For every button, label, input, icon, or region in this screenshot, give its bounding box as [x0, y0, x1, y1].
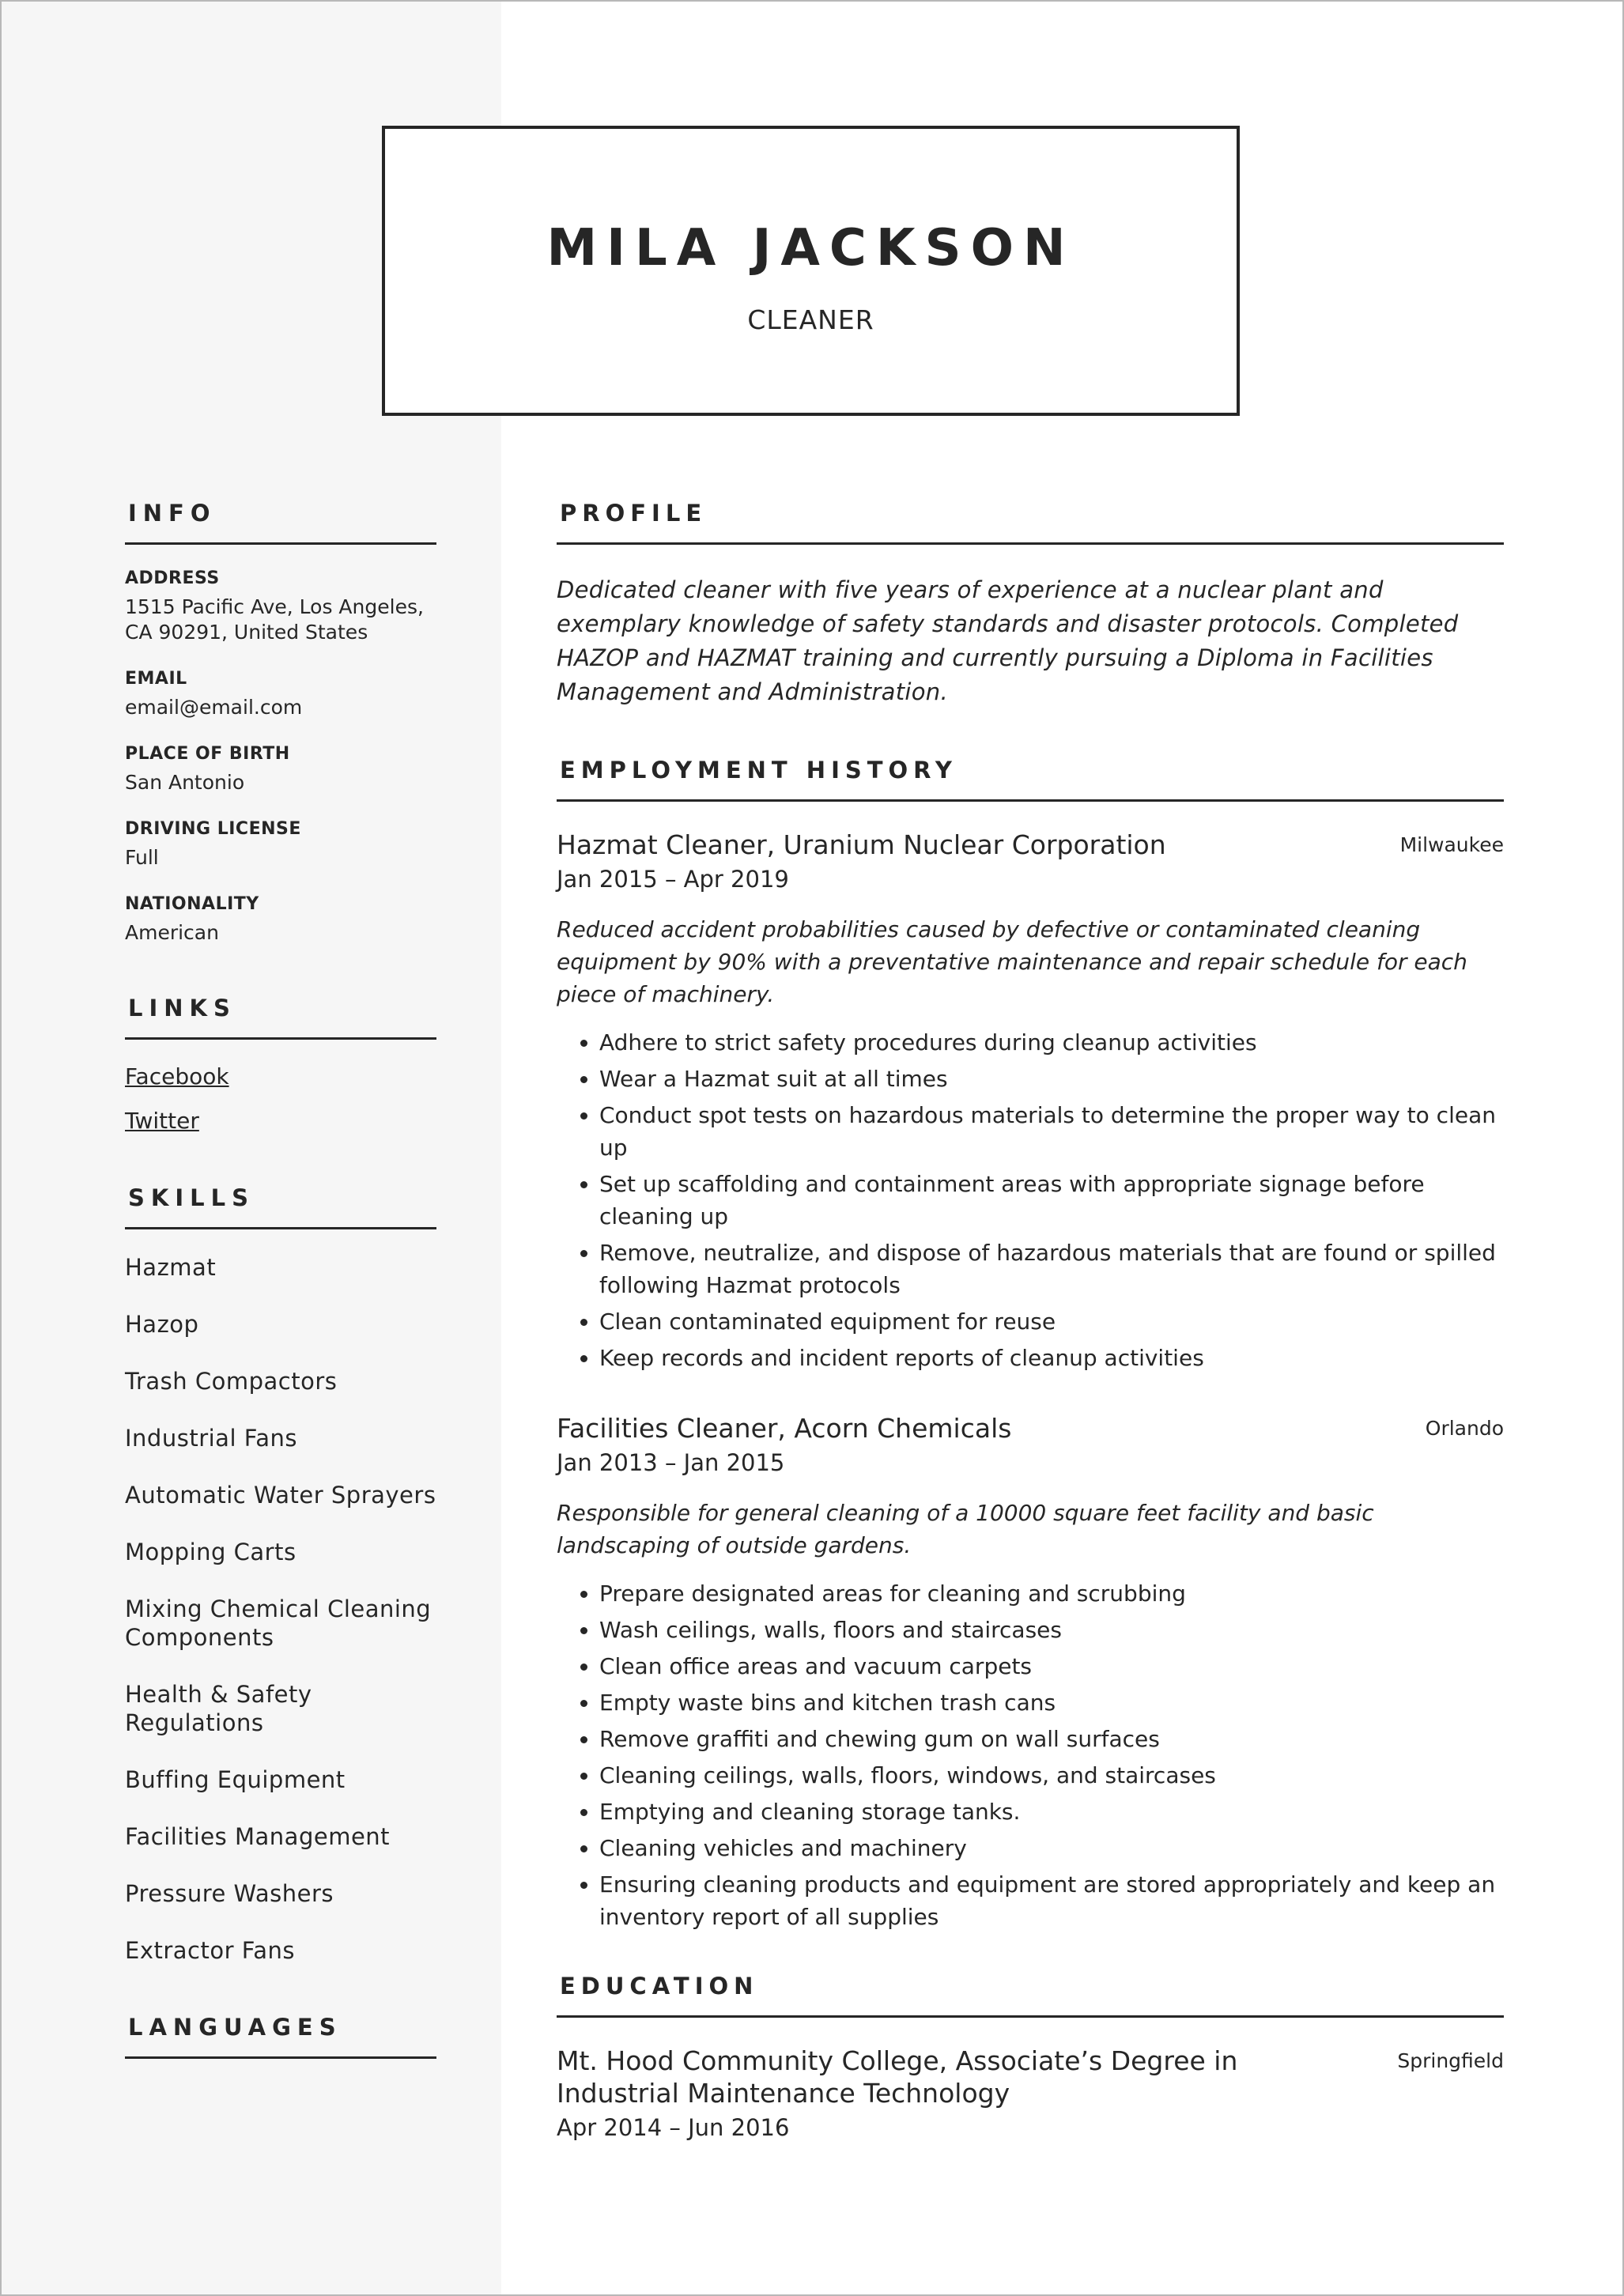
info-heading: INFO — [125, 500, 436, 545]
info-driving-license — [125, 819, 436, 870]
job-header — [557, 829, 1504, 861]
education-header — [557, 2045, 1504, 2109]
skill-item: Hazmat — [125, 1254, 217, 1281]
name-header-box — [382, 126, 1240, 416]
info-label: EMAIL — [125, 669, 187, 689]
list-item: • Set up scaffolding and containment areas with appropriate signage before cleaning up — [599, 1168, 1504, 1233]
list-item: • Remove, neutralize, and dispose of hazardous materials that are found or spilled following Hazmat protocols — [599, 1237, 1504, 1301]
job-title: Hazmat Cleaner, Uranium Nuclear Corporation — [557, 829, 1166, 860]
employment-heading: EMPLOYMENT HISTORY — [557, 757, 1504, 802]
skill-item: Automatic Water Sprayers — [125, 1482, 436, 1509]
info-value: American — [125, 921, 219, 944]
info-label: PLACE OF BIRTH — [125, 744, 290, 764]
job-entry — [557, 1412, 1504, 1933]
skill-item: Pressure Washers — [125, 1880, 334, 1907]
skills-heading: SKILLS — [125, 1184, 436, 1229]
skill-item: Mopping Carts — [125, 1539, 296, 1565]
main-content — [557, 500, 1504, 2141]
info-value: Full — [125, 846, 159, 869]
skill-item: Facilities Management — [125, 1823, 391, 1850]
job-description: Reduced accident probabilities caused by defective or contaminated cleaning equipment by 90% with a preventative maintenance and repair schedule for each piece of machinery. — [557, 916, 1467, 1007]
job-city: Orlando — [1425, 1417, 1504, 1440]
list-item: • Wash ceilings, walls, floors and staircases — [599, 1614, 1504, 1646]
skill-item: Mixing Chemical Cleaning Components — [125, 1595, 432, 1651]
job-header — [557, 1412, 1504, 1444]
links-heading: LINKS — [125, 995, 436, 1040]
list-item: • Wear a Hazmat suit at all times — [599, 1063, 1504, 1095]
job-dates: Jan 2013 – Jan 2015 — [557, 1449, 785, 1476]
skill-item: Buffing Equipment — [125, 1766, 346, 1793]
skill-item: Trash Compactors — [125, 1368, 338, 1395]
education-city: Springfield — [1397, 2049, 1504, 2072]
info-email — [125, 669, 436, 720]
job-duties-list — [557, 1577, 1504, 1933]
twitter-link[interactable]: Twitter — [125, 1108, 199, 1134]
list-item: • Clean contaminated equipment for reuse — [599, 1305, 1504, 1338]
education-title: Mt. Hood Community College, Associate’s Degree in Industrial Maintenance Technology — [557, 2045, 1238, 2109]
list-item: • Clean office areas and vacuum carpets — [599, 1650, 1504, 1682]
info-nationality — [125, 894, 436, 946]
list-item: • Ensuring cleaning products and equipment are stored appropriately and keep an inventory report of all supplies — [599, 1868, 1504, 1933]
list-item: • Prepare designated areas for cleaning and scrubbing — [599, 1577, 1504, 1610]
job-city: Milwaukee — [1399, 833, 1504, 856]
info-label: DRIVING LICENSE — [125, 819, 301, 839]
facebook-link[interactable]: Facebook — [125, 1063, 229, 1089]
info-place-of-birth — [125, 744, 436, 795]
info-label: ADDRESS — [125, 568, 220, 588]
skill-item: Hazop — [125, 1311, 199, 1338]
profile-heading: PROFILE — [557, 500, 1504, 545]
education-dates: Apr 2014 – Jun 2016 — [557, 2114, 790, 2141]
list-item: • Cleaning ceilings, walls, floors, windows, and staircases — [599, 1759, 1504, 1792]
job-entry — [557, 829, 1504, 1374]
skill-item: Health & Safety Regulations — [125, 1681, 312, 1736]
education-entry — [557, 2045, 1504, 2141]
list-item: • Keep records and incident reports of cleanup activities — [599, 1342, 1504, 1374]
job-description: Responsible for general cleaning of a 10000 square feet facility and basic landscaping of outside gardens. — [557, 1500, 1374, 1558]
info-address — [125, 568, 436, 645]
job-title: Facilities Cleaner, Acorn Chemicals — [557, 1413, 1012, 1444]
list-item: • Adhere to strict safety procedures during cleanup activities — [599, 1026, 1504, 1059]
skill-item: Industrial Fans — [125, 1425, 298, 1452]
info-value: email@email.com — [125, 696, 303, 719]
profile-text: Dedicated cleaner with five years of experience at a nuclear plant and exemplary knowledge of safety standards and disaster protocols. Completed HAZOP and HAZMAT training and currently pursuing a Diploma in Facilities Management and Administration. — [557, 576, 1459, 705]
job-duties-list — [557, 1026, 1504, 1374]
list-item: • Empty waste bins and kitchen trash cans — [599, 1686, 1504, 1719]
candidate-title: CLEANER — [747, 304, 874, 335]
list-item: • Remove graffiti and chewing gum on wall surfaces — [599, 1723, 1504, 1755]
languages-heading: LANGUAGES — [125, 2014, 436, 2059]
info-value: 1515 Pacific Ave, Los Angeles, CA 90291, United States — [125, 595, 424, 644]
sidebar — [125, 500, 436, 2083]
job-dates: Jan 2015 – Apr 2019 — [557, 866, 789, 893]
candidate-name: MILA JACKSON — [546, 219, 1075, 278]
info-label: NATIONALITY — [125, 894, 259, 914]
info-value: San Antonio — [125, 771, 245, 794]
list-item: • Emptying and cleaning storage tanks. — [599, 1796, 1504, 1828]
skill-item: Extractor Fans — [125, 1937, 296, 1964]
education-heading: EDUCATION — [557, 1973, 1504, 2018]
list-item: • Cleaning vehicles and machinery — [599, 1832, 1504, 1864]
list-item: • Conduct spot tests on hazardous materials to determine the proper way to clean up — [599, 1099, 1504, 1164]
